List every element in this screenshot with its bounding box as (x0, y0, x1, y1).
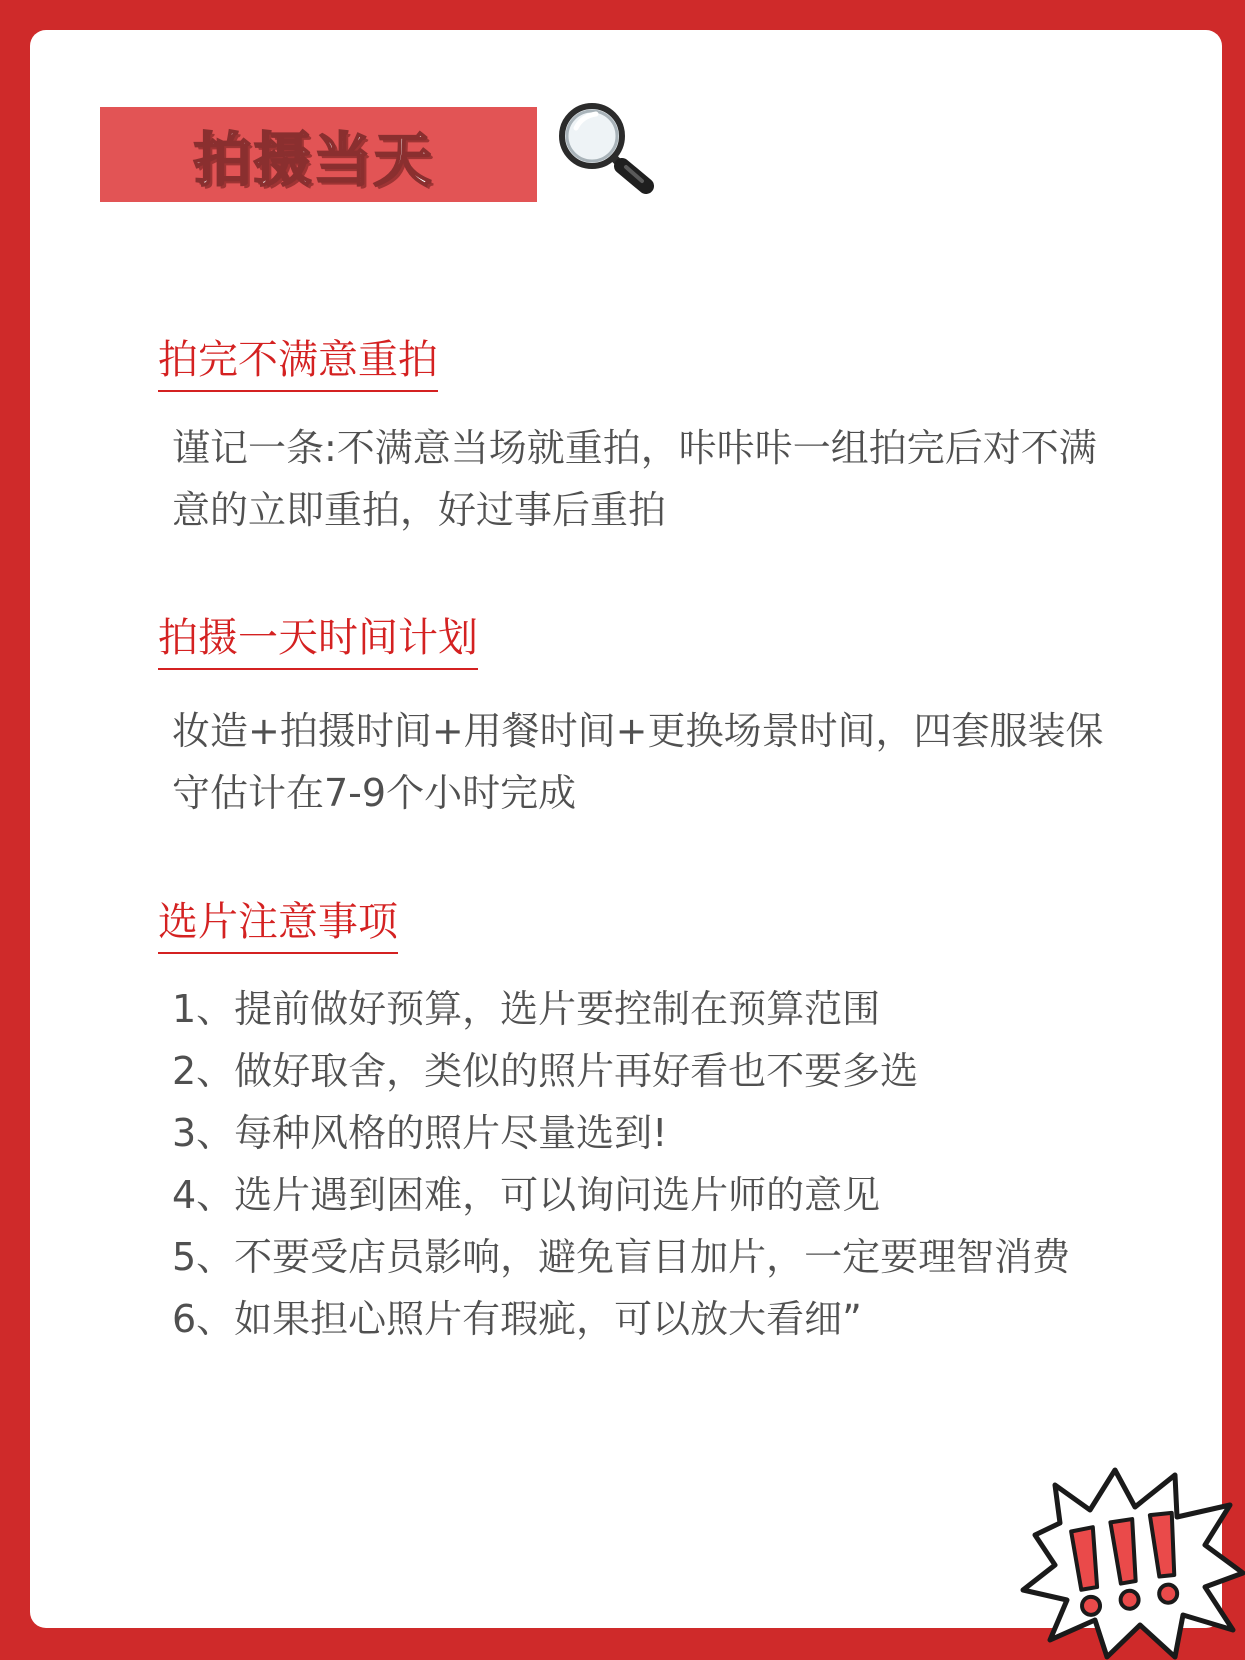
list-item: 4、选片遇到困难，可以询问选片师的意见 (172, 1173, 881, 1217)
section-heading-schedule: 拍摄一天时间计划 (158, 614, 478, 670)
page-title: 拍摄当天 (193, 125, 434, 194)
section-body-reshoot: 谨记一条:不满意当场就重拍，咔咔咔一组拍完后对不满意的立即重拍，好过事后重拍 (172, 426, 1097, 532)
list-item: 5、不要受店员影响，避免盲目加片，一定要理智消费 (172, 1235, 1071, 1279)
list-item: 2、做好取舍，类似的照片再好看也不要多选 (172, 1049, 919, 1093)
section-heading-reshoot: 拍完不满意重拍 (158, 336, 438, 392)
selection-tips-list (172, 978, 1072, 1350)
exclamation-burst-icon (1015, 1465, 1245, 1660)
title-banner (100, 107, 537, 202)
list-item: 6、如果担心照片有瑕疵，可以放大看细” (172, 1297, 862, 1341)
magnifying-glass-icon (552, 98, 662, 198)
section-body-schedule: 妆造+拍摄时间+用餐时间+更换场景时间，四套服装保守估计在7-9个小时完成 (172, 709, 1104, 815)
section-heading-selection: 选片注意事项 (158, 898, 398, 954)
content-card (30, 30, 1222, 1628)
list-item: 1、提前做好预算，选片要控制在预算范围 (172, 987, 881, 1031)
list-item: 3、每种风格的照片尽量选到! (172, 1111, 668, 1155)
